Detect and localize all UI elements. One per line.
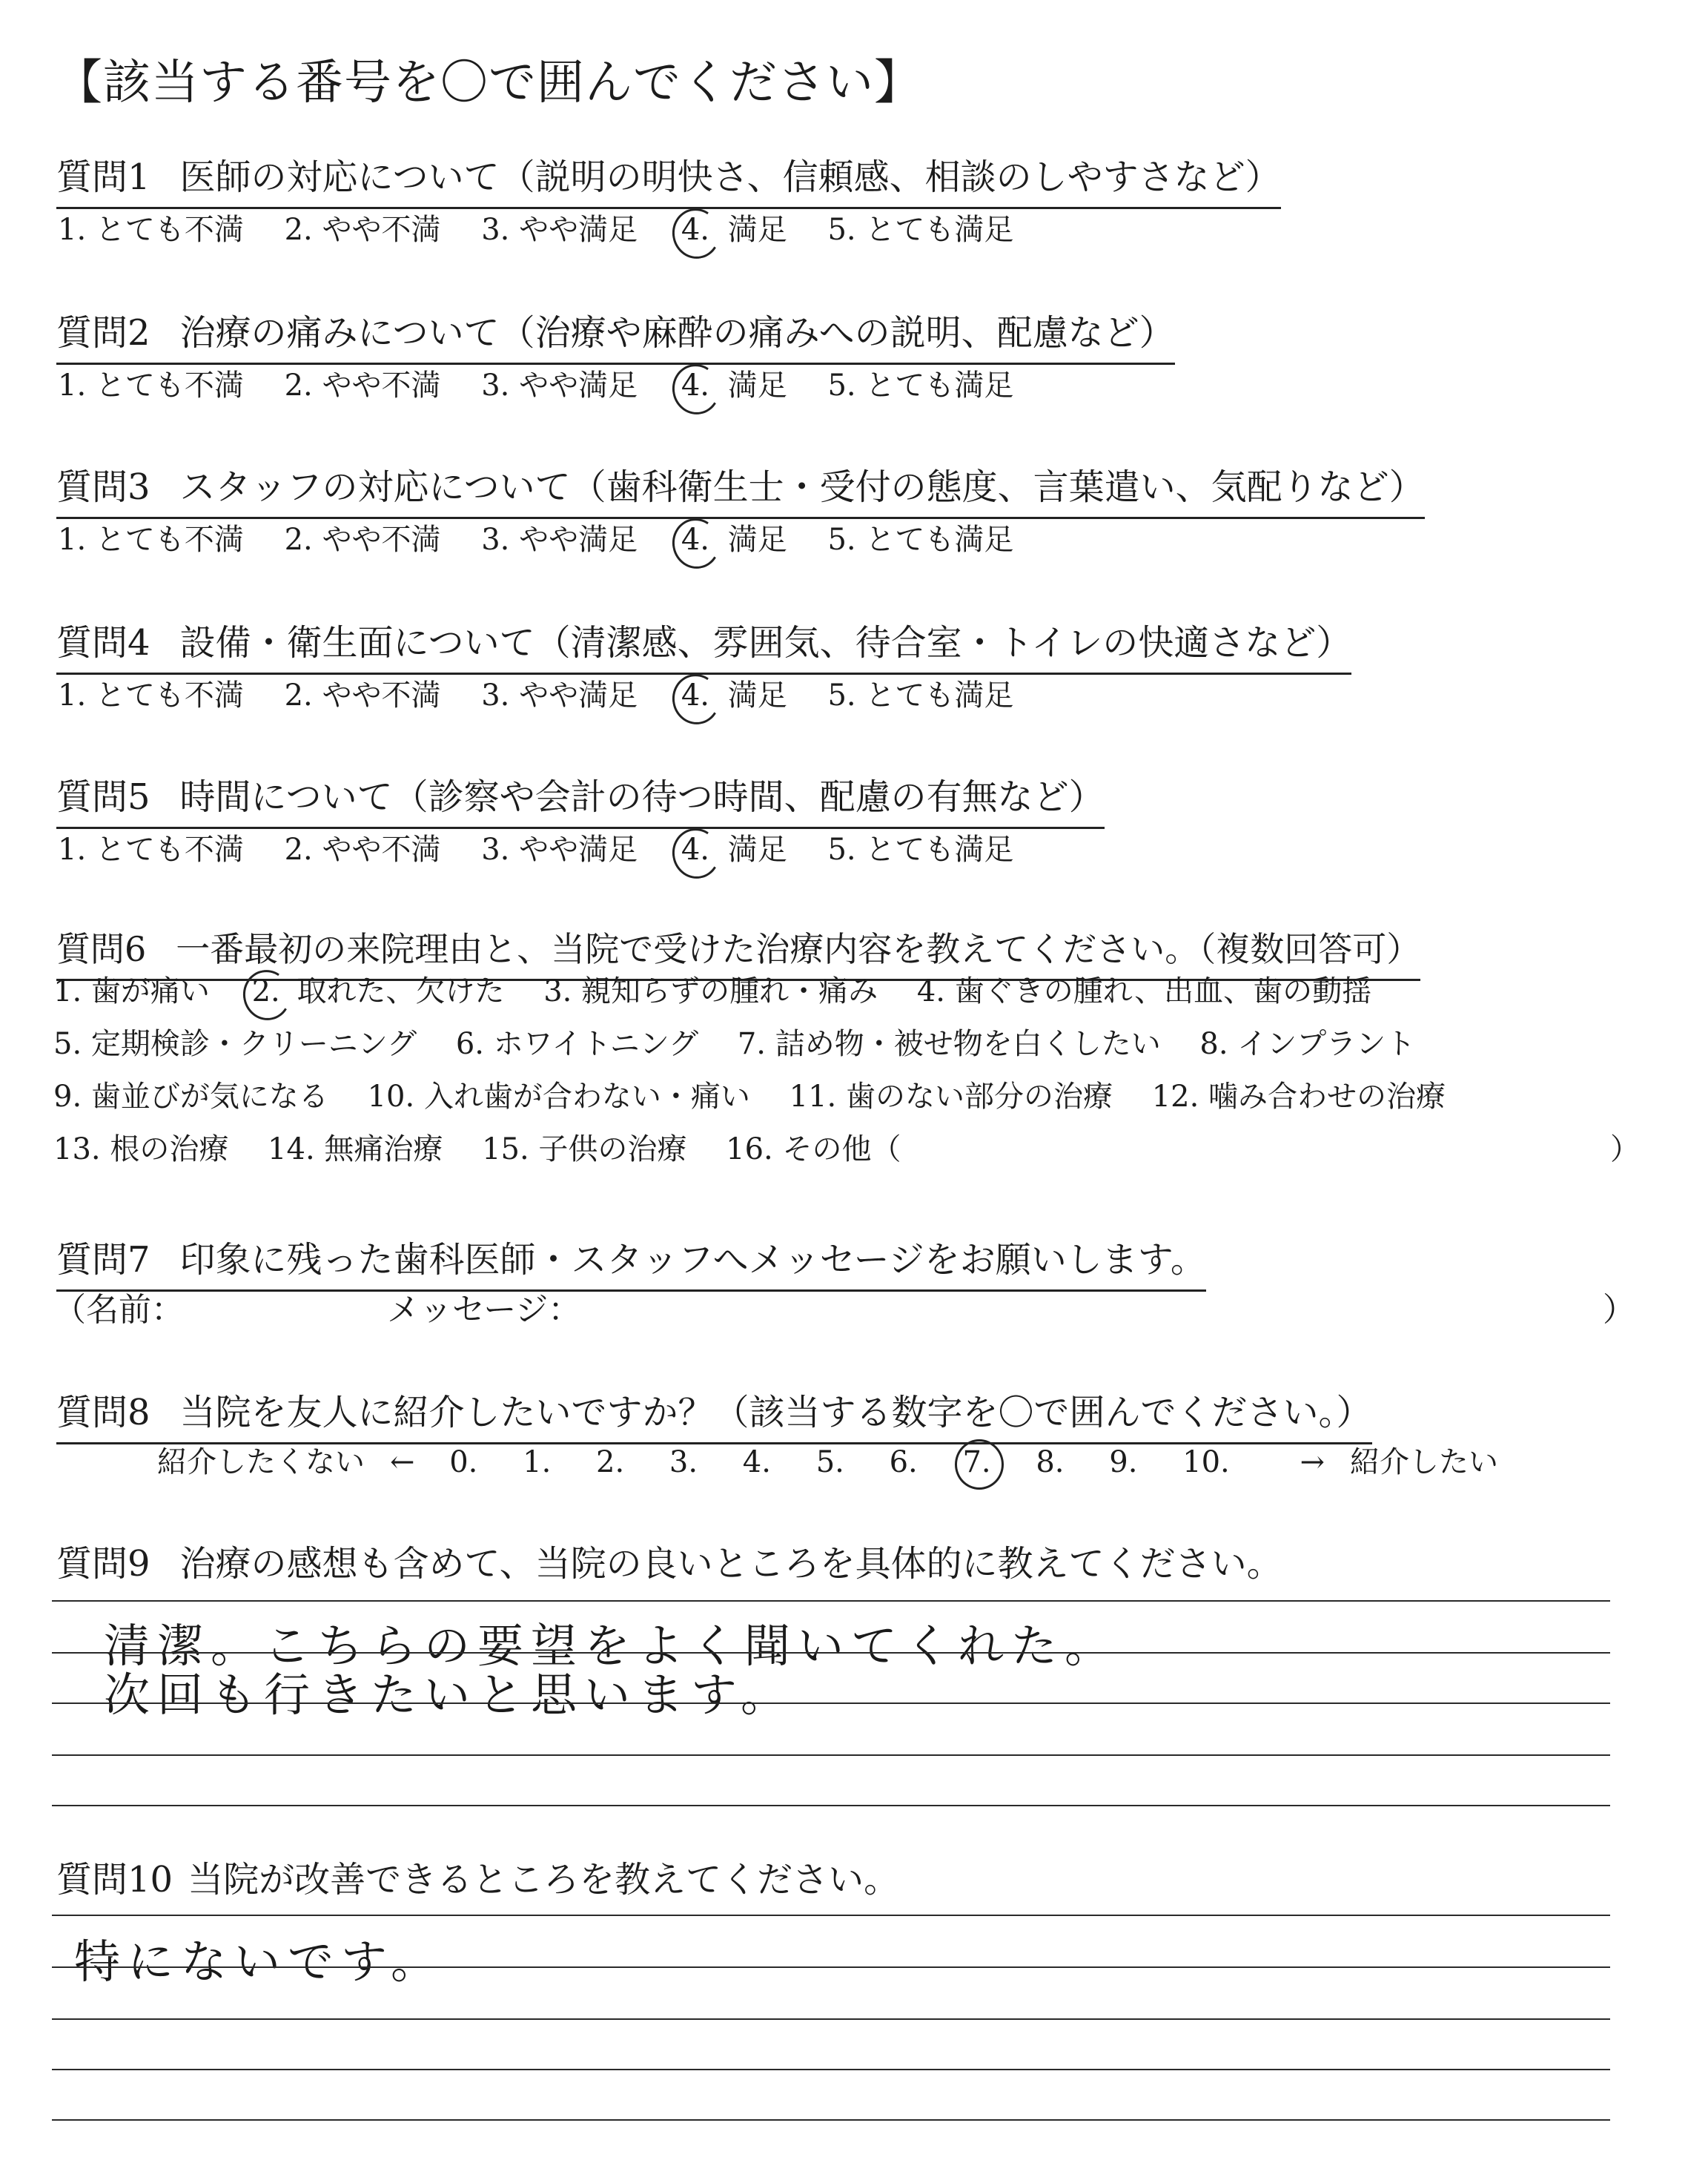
- option-5[interactable]: 5. 定期検診・クリーニング: [53, 1027, 417, 1061]
- question-text: 医師の対応について（説明の明快さ、信頼感、相談のしやすさなど）: [179, 156, 1281, 198]
- option-3[interactable]: 3. やや満足: [481, 369, 638, 403]
- option-6[interactable]: 6. ホワイトニング: [455, 1027, 699, 1061]
- question-3-options: [58, 516, 1045, 558]
- name-label: （名前：: [53, 1291, 184, 1329]
- ruled-line: [52, 2069, 1610, 2070]
- option-4-label: 満足: [727, 213, 787, 247]
- question-text: 当院が改善できるところを教えてください。: [188, 1859, 900, 1900]
- question-number: 質問5: [56, 776, 150, 818]
- question-number: 質問1: [56, 156, 150, 198]
- option-3[interactable]: 3. やや満足: [481, 678, 638, 713]
- scale-5[interactable]: 5.: [815, 1445, 844, 1479]
- option-5[interactable]: 5. とても満足: [827, 523, 1014, 557]
- option-4-selected[interactable]: 4.: [678, 523, 709, 557]
- message-label: メッセージ：: [387, 1291, 581, 1329]
- page-title: 【該当する番号を〇で囲んでください】: [55, 56, 922, 110]
- option-1[interactable]: 1. とても不満: [58, 678, 244, 713]
- options-row-3: [53, 1073, 1475, 1126]
- question-6-options: [53, 968, 1640, 1178]
- option-1[interactable]: 1. とても不満: [58, 523, 244, 557]
- option-12[interactable]: 12. 噛み合わせの治療: [1151, 1080, 1446, 1114]
- right-arrow-icon: →: [1300, 1445, 1325, 1479]
- scale-0[interactable]: 0.: [449, 1445, 478, 1479]
- question-text: スタッフの対応について（歯科衛生士・受付の態度、言葉遣い、気配りなど）: [179, 466, 1425, 508]
- scale-6[interactable]: 6.: [889, 1445, 918, 1479]
- scale-10[interactable]: 10.: [1182, 1445, 1230, 1479]
- question-number: 質問4: [56, 622, 150, 664]
- ruled-line: [52, 1702, 1610, 1704]
- scale-4[interactable]: 4.: [742, 1445, 771, 1479]
- scale-2[interactable]: 2.: [596, 1445, 625, 1479]
- option-1[interactable]: 1. とても不満: [58, 369, 244, 403]
- question-text: 治療の痛みについて（治療や麻酔の痛みへの説明、配慮など）: [179, 312, 1175, 354]
- question-number: 質問10: [56, 1859, 173, 1900]
- option-1[interactable]: 1. とても不満: [58, 213, 244, 247]
- question-5-heading: [56, 768, 1105, 829]
- question-text: 印象に残った歯科医師・スタッフへメッセージをお願いします。: [179, 1239, 1206, 1281]
- handwritten-answer-line-1: 清潔。こちらの要望をよく聞いてくれた。: [104, 1619, 1119, 1673]
- options-row-4: [53, 1126, 1640, 1178]
- option-5[interactable]: 5. とても満足: [827, 833, 1014, 867]
- other-close-paren: ）: [1610, 1132, 1640, 1166]
- question-7-answer-line[interactable]: [53, 1283, 1635, 1330]
- ruled-line: [52, 1805, 1610, 1806]
- option-3[interactable]: 3. やや満足: [481, 833, 638, 867]
- options-row-2: [53, 1020, 1475, 1073]
- question-4-heading: [56, 614, 1351, 675]
- option-2-selected[interactable]: 2.: [249, 974, 280, 1008]
- option-2[interactable]: 2. やや不満: [284, 369, 441, 403]
- question-2-heading: [56, 304, 1175, 365]
- option-5[interactable]: 5. とても満足: [827, 213, 1014, 247]
- ruled-line: [52, 1754, 1610, 1756]
- option-9[interactable]: 9. 歯並びが気になる: [53, 1080, 328, 1114]
- option-4-selected[interactable]: 4.: [678, 369, 709, 403]
- option-4-label: 満足: [727, 833, 787, 867]
- question-number: 質問8: [56, 1392, 150, 1433]
- scale-right-label: 紹介したい: [1350, 1445, 1498, 1479]
- ruled-line: [52, 1600, 1610, 1602]
- option-2[interactable]: 2. やや不満: [284, 678, 441, 713]
- question-number: 質問7: [56, 1239, 150, 1281]
- option-14[interactable]: 14. 無痛治療: [268, 1132, 443, 1166]
- option-15[interactable]: 15. 子供の治療: [482, 1132, 687, 1166]
- question-number: 質問2: [56, 312, 150, 354]
- question-1-options: [58, 206, 1045, 248]
- question-text: 時間について（診察や会計の待つ時間、配慮の有無など）: [179, 776, 1105, 818]
- recommend-scale: [157, 1439, 1498, 1481]
- option-3[interactable]: 3. やや満足: [481, 523, 638, 557]
- option-4-selected[interactable]: 4.: [678, 213, 709, 247]
- question-10-heading: [56, 1851, 899, 1909]
- question-2-options: [58, 362, 1045, 404]
- option-5[interactable]: 5. とても満足: [827, 369, 1014, 403]
- option-16[interactable]: 16. その他（: [726, 1132, 901, 1166]
- handwritten-answer-line-1: 特にないです。: [74, 1935, 445, 1989]
- question-number: 質問6: [56, 929, 147, 969]
- option-2[interactable]: 2. やや不満: [284, 213, 441, 247]
- question-5-options: [58, 826, 1045, 868]
- question-number: 質問9: [56, 1543, 150, 1585]
- left-arrow-icon: ←: [390, 1445, 415, 1479]
- option-11[interactable]: 11. 歯のない部分の治療: [789, 1080, 1113, 1114]
- question-number: 質問3: [56, 466, 150, 508]
- option-2-label: 取れた、欠けた: [297, 974, 505, 1008]
- scale-left-label: 紹介したくない: [157, 1445, 365, 1479]
- question-9-heading: [56, 1535, 1282, 1593]
- option-4-label: 満足: [727, 369, 787, 403]
- option-4-selected[interactable]: 4.: [678, 678, 709, 713]
- scale-1[interactable]: 1.: [523, 1445, 552, 1479]
- question-text: 一番最初の来院理由と、当院で受けた治療内容を教えてください。（複数回答可）: [176, 929, 1421, 969]
- option-3[interactable]: 3. やや満足: [481, 213, 638, 247]
- scale-7-selected[interactable]: 7.: [962, 1445, 990, 1479]
- option-10[interactable]: 10. 入れ歯が合わない・痛い: [367, 1080, 750, 1114]
- scale-8[interactable]: 8.: [1036, 1445, 1065, 1479]
- question-text: 設備・衛生面について（清潔感、雰囲気、待合室・トイレの快適さなど）: [179, 622, 1352, 664]
- option-4-selected[interactable]: 4.: [678, 833, 709, 867]
- ruled-line: [52, 2119, 1610, 2121]
- option-7[interactable]: 7. 詰め物・被せ物を白くしたい: [737, 1027, 1161, 1061]
- question-text: 当院を友人に紹介したいですか？（該当する数字を〇で囲んでください。）: [179, 1392, 1372, 1433]
- scale-9[interactable]: 9.: [1109, 1445, 1138, 1479]
- selection-circle: [955, 1439, 1004, 1490]
- option-4-label: 満足: [727, 678, 787, 713]
- option-5[interactable]: 5. とても満足: [827, 678, 1014, 713]
- question-text: 治療の感想も含めて、当院の良いところを具体的に教えてください。: [179, 1543, 1282, 1585]
- option-8[interactable]: 8. インプラント: [1199, 1027, 1416, 1061]
- scale-3[interactable]: 3.: [669, 1445, 698, 1479]
- question-4-options: [58, 672, 1045, 714]
- option-4-label: 満足: [727, 523, 787, 557]
- ruled-line: [52, 1966, 1610, 1968]
- handwritten-answer-line-2: 次回も行きたいと思います。: [104, 1668, 795, 1722]
- ruled-line: [52, 2018, 1610, 2020]
- option-2[interactable]: 2. やや不満: [284, 523, 441, 557]
- option-13[interactable]: 13. 根の治療: [53, 1132, 229, 1166]
- options-row-1: [53, 968, 1475, 1020]
- option-1[interactable]: 1. 歯が痛い: [53, 974, 210, 1008]
- question-8-heading: [56, 1384, 1372, 1444]
- ruled-line: [52, 1652, 1610, 1654]
- option-4[interactable]: 4. 歯ぐきの腫れ、出血、歯の動揺: [916, 974, 1372, 1008]
- ruled-line: [52, 1915, 1610, 1916]
- close-paren: ）: [1603, 1291, 1635, 1329]
- option-1[interactable]: 1. とても不満: [58, 833, 244, 867]
- question-3-heading: [56, 458, 1425, 519]
- option-2[interactable]: 2. やや不満: [284, 833, 441, 867]
- option-3[interactable]: 3. 親知らずの腫れ・痛み: [543, 974, 878, 1008]
- question-1-heading: [56, 148, 1281, 209]
